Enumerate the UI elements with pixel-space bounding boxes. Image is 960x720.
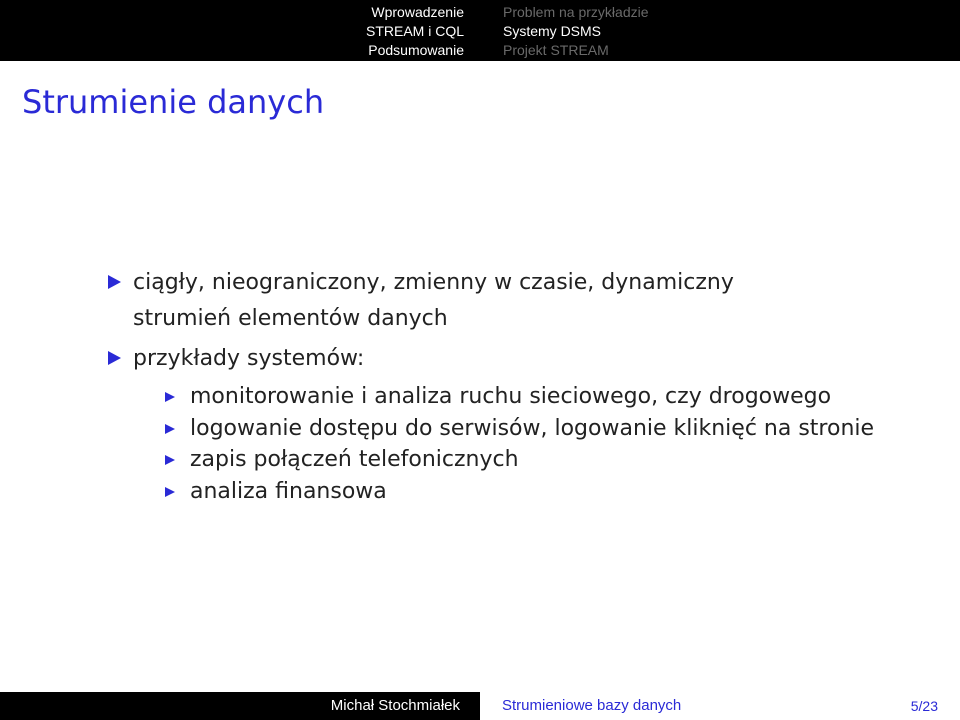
subbullet-triangle-icon xyxy=(165,487,175,497)
subbullet-triangle-icon xyxy=(165,424,175,434)
nav-section-stream-cql[interactable]: STREAM i CQL xyxy=(365,23,464,39)
nav-subsection-dsms[interactable]: Systemy DSMS xyxy=(503,23,602,39)
nav-section-wprowadzenie[interactable]: Wprowadzenie xyxy=(371,4,464,20)
nav-section-podsumowanie[interactable]: Podsumowanie xyxy=(368,42,464,58)
subitem-text: analiza finansowa xyxy=(190,479,387,504)
footer-author-box xyxy=(0,692,480,720)
nav-subsection-stream[interactable]: Projekt STREAM xyxy=(503,42,609,58)
frame-title: Strumienie danych xyxy=(22,83,325,121)
footer-title-box xyxy=(480,692,960,720)
item-text: przykłady systemów: xyxy=(133,346,365,371)
subitem-text: logowanie dostępu do serwisów, logowanie kliknięć na stronie xyxy=(190,416,875,441)
footer-author: Michał Stochmiałek xyxy=(330,697,460,714)
bullet-triangle-icon xyxy=(108,275,121,289)
footer-title: Strumieniowe bazy danych xyxy=(502,697,682,714)
item-text-continued: strumień elementów danych xyxy=(133,306,448,331)
subitem-text: zapis połączeń telefonicznych xyxy=(190,447,519,472)
nav-subsection-problem[interactable]: Problem na przykładzie xyxy=(503,4,649,20)
subitem-text: monitorowanie i analiza ruchu sieciowego, czy drogowego xyxy=(190,384,832,409)
bullet-triangle-icon xyxy=(108,351,121,365)
page-number: 5/23 xyxy=(910,698,938,714)
subbullet-triangle-icon xyxy=(165,392,175,402)
subbullet-triangle-icon xyxy=(165,455,175,465)
item-text: ciągły, nieograniczony, zmienny w czasie, dynamiczny xyxy=(133,270,734,295)
footer-bar xyxy=(0,692,960,720)
